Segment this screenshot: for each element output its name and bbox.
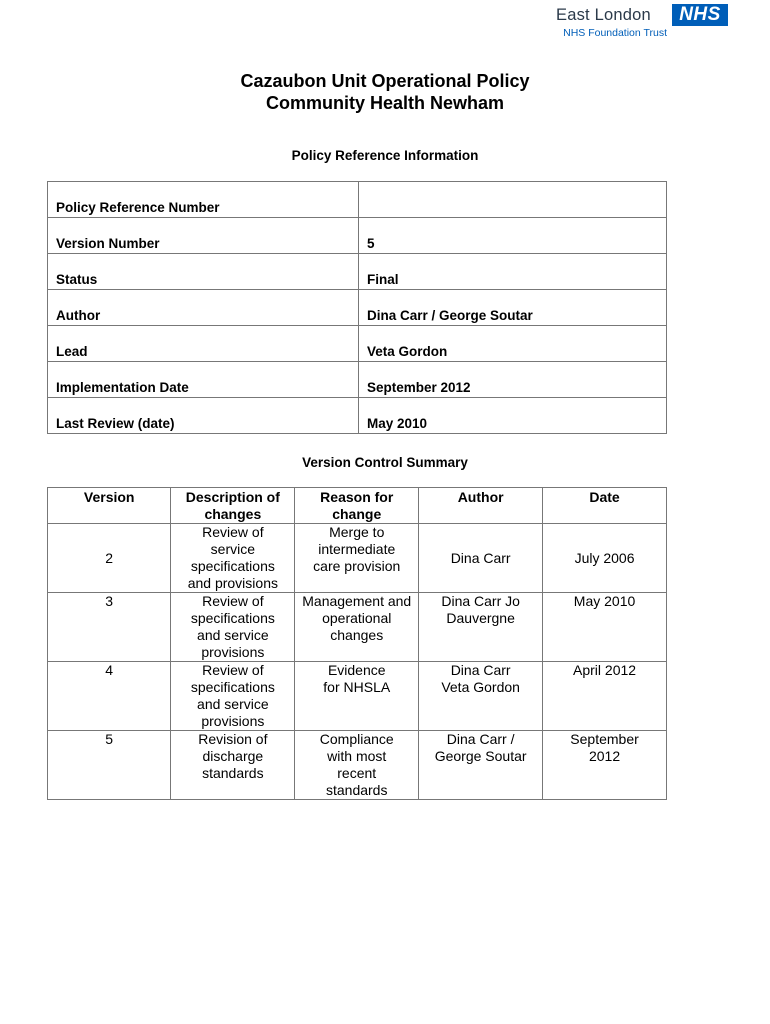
logo-org-name: East London xyxy=(556,6,651,24)
cell-date: September 2012 xyxy=(543,731,667,800)
nhs-logo xyxy=(532,3,732,43)
table-row xyxy=(48,362,667,398)
cell-reason: Management and operational changes xyxy=(295,593,419,662)
ref-value: Final xyxy=(359,254,667,290)
policy-ref-heading: Policy Reference Information xyxy=(291,148,479,163)
table-row xyxy=(48,254,667,290)
cell-reason: Compliance with most recent standards xyxy=(295,731,419,800)
cell-description: Review of service specifications and provisions xyxy=(171,524,295,593)
cell-author: Dina Carr / George Soutar xyxy=(419,731,543,800)
cell-version: 4 xyxy=(48,662,171,731)
ref-label: Author xyxy=(48,290,359,326)
table-row xyxy=(48,182,667,218)
table-row xyxy=(48,593,667,662)
cell-reason: Merge to intermediate care provision xyxy=(295,524,419,593)
version-control-heading: Version Control Summary xyxy=(302,455,468,470)
cell-author: Dina Carr Veta Gordon xyxy=(419,662,543,731)
logo-trust-name: NHS Foundation Trust xyxy=(563,27,667,39)
table-row xyxy=(48,662,667,731)
table-header-row xyxy=(48,488,667,524)
cell-version: 3 xyxy=(48,593,171,662)
cell-description: Revision of discharge standards xyxy=(171,731,295,800)
ref-label: Status xyxy=(48,254,359,290)
ref-value: May 2010 xyxy=(359,398,667,434)
ref-value: Dina Carr / George Soutar xyxy=(359,290,667,326)
page-title xyxy=(0,70,770,114)
ref-label: Last Review (date) xyxy=(48,398,359,434)
cell-author: Dina Carr xyxy=(419,524,543,593)
title-line-2: Community Health Newham xyxy=(265,93,505,113)
col-header-version: Version xyxy=(48,488,171,524)
cell-description: Review of specifications and service provisions xyxy=(171,593,295,662)
col-header-author: Author xyxy=(419,488,543,524)
ref-value: September 2012 xyxy=(359,362,667,398)
col-header-date: Date xyxy=(543,488,667,524)
table-row xyxy=(48,218,667,254)
ref-value xyxy=(359,182,667,218)
cell-date: July 2006 xyxy=(543,524,667,593)
table-row xyxy=(48,326,667,362)
cell-date: May 2010 xyxy=(543,593,667,662)
cell-author: Dina Carr Jo Dauvergne xyxy=(419,593,543,662)
col-header-reason: Reason for change xyxy=(295,488,419,524)
ref-label: Lead xyxy=(48,326,359,362)
cell-version: 2 xyxy=(48,524,171,593)
cell-version: 5 xyxy=(48,731,171,800)
version-control-table xyxy=(47,487,667,800)
table-row xyxy=(48,524,667,593)
ref-value: 5 xyxy=(359,218,667,254)
table-row xyxy=(48,398,667,434)
table-row xyxy=(48,290,667,326)
ref-label: Policy Reference Number xyxy=(48,182,359,218)
cell-date: April 2012 xyxy=(543,662,667,731)
ref-label: Version Number xyxy=(48,218,359,254)
policy-reference-table xyxy=(47,181,667,434)
ref-value: Veta Gordon xyxy=(359,326,667,362)
col-header-description: Description of changes xyxy=(171,488,295,524)
nhs-badge: NHS xyxy=(672,4,728,26)
title-line-1: Cazaubon Unit Operational Policy xyxy=(240,71,530,91)
cell-reason: Evidence for NHSLA xyxy=(295,662,419,731)
ref-label: Implementation Date xyxy=(48,362,359,398)
cell-description: Review of specifications and service provisions xyxy=(171,662,295,731)
table-row xyxy=(48,731,667,800)
